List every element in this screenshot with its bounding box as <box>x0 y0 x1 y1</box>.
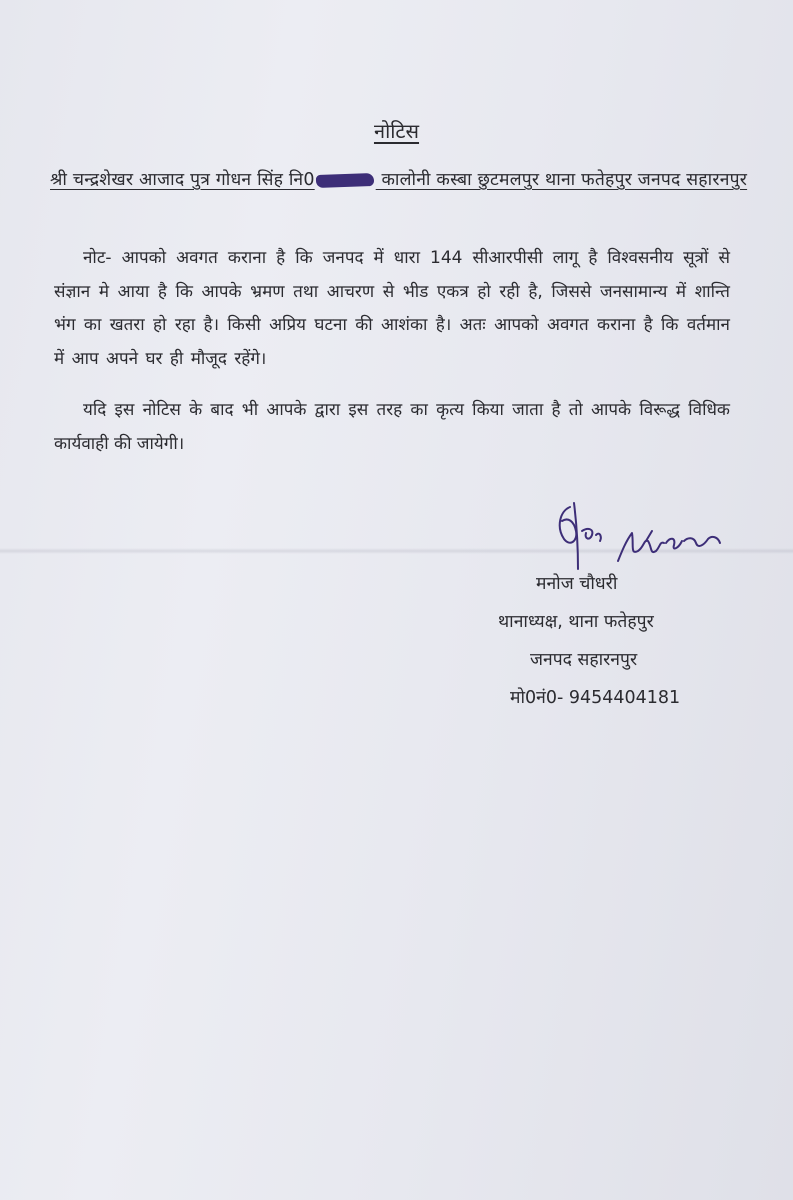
redaction-mark <box>315 172 373 187</box>
paragraph-2-text: यदि इस नोटिस के बाद भी आपके द्वारा इस तरह का कृत्य किया जाता है तो आपके विरूद्ध विधिक कार्यवाही की जायेगी। <box>54 400 730 454</box>
addressee-text-part1: श्री चन्द्रशेखर आजाद पुत्र गोधन सिंह नि0 <box>50 170 315 190</box>
paragraph-1-text: नोट- आपको अवगत कराना है कि जनपद में धारा 144 सीआरपीसी लागू है विश्वसनीय सूत्रों से संज्ञान मे आया है कि आपके भ्रमण तथा आचरण से भीड एकत्र हो रही है, जिससे जनसामान्य में शान्ति भंग का खतरा हो रहा है। किसी अप्रिय घटना की आशंका है। अतः आपको अवगत कराना है कि वर्तमान में आप अपने घर ही मौजूद रहेंगे। <box>54 248 730 369</box>
addressee-line <box>50 163 750 197</box>
signatory-designation: थानाध्यक्ष, थाना फतेहपुर <box>498 612 654 632</box>
notice-paragraph-2 <box>54 394 730 461</box>
notice-title: नोटिस <box>373 119 420 143</box>
signatory-district: जनपद सहारनपुर <box>530 650 638 670</box>
notice-paragraph-1 <box>54 242 730 376</box>
signatory-name: मनोज चौधरी <box>536 574 618 594</box>
signatory-block <box>496 565 756 717</box>
addressee-text-part2: कालोनी कस्बा छुटमलपुर थाना फतेहपुर जनपद सहारनपुर <box>375 170 748 190</box>
signatory-mobile: मो0नं0- 9454404181 <box>510 688 681 708</box>
